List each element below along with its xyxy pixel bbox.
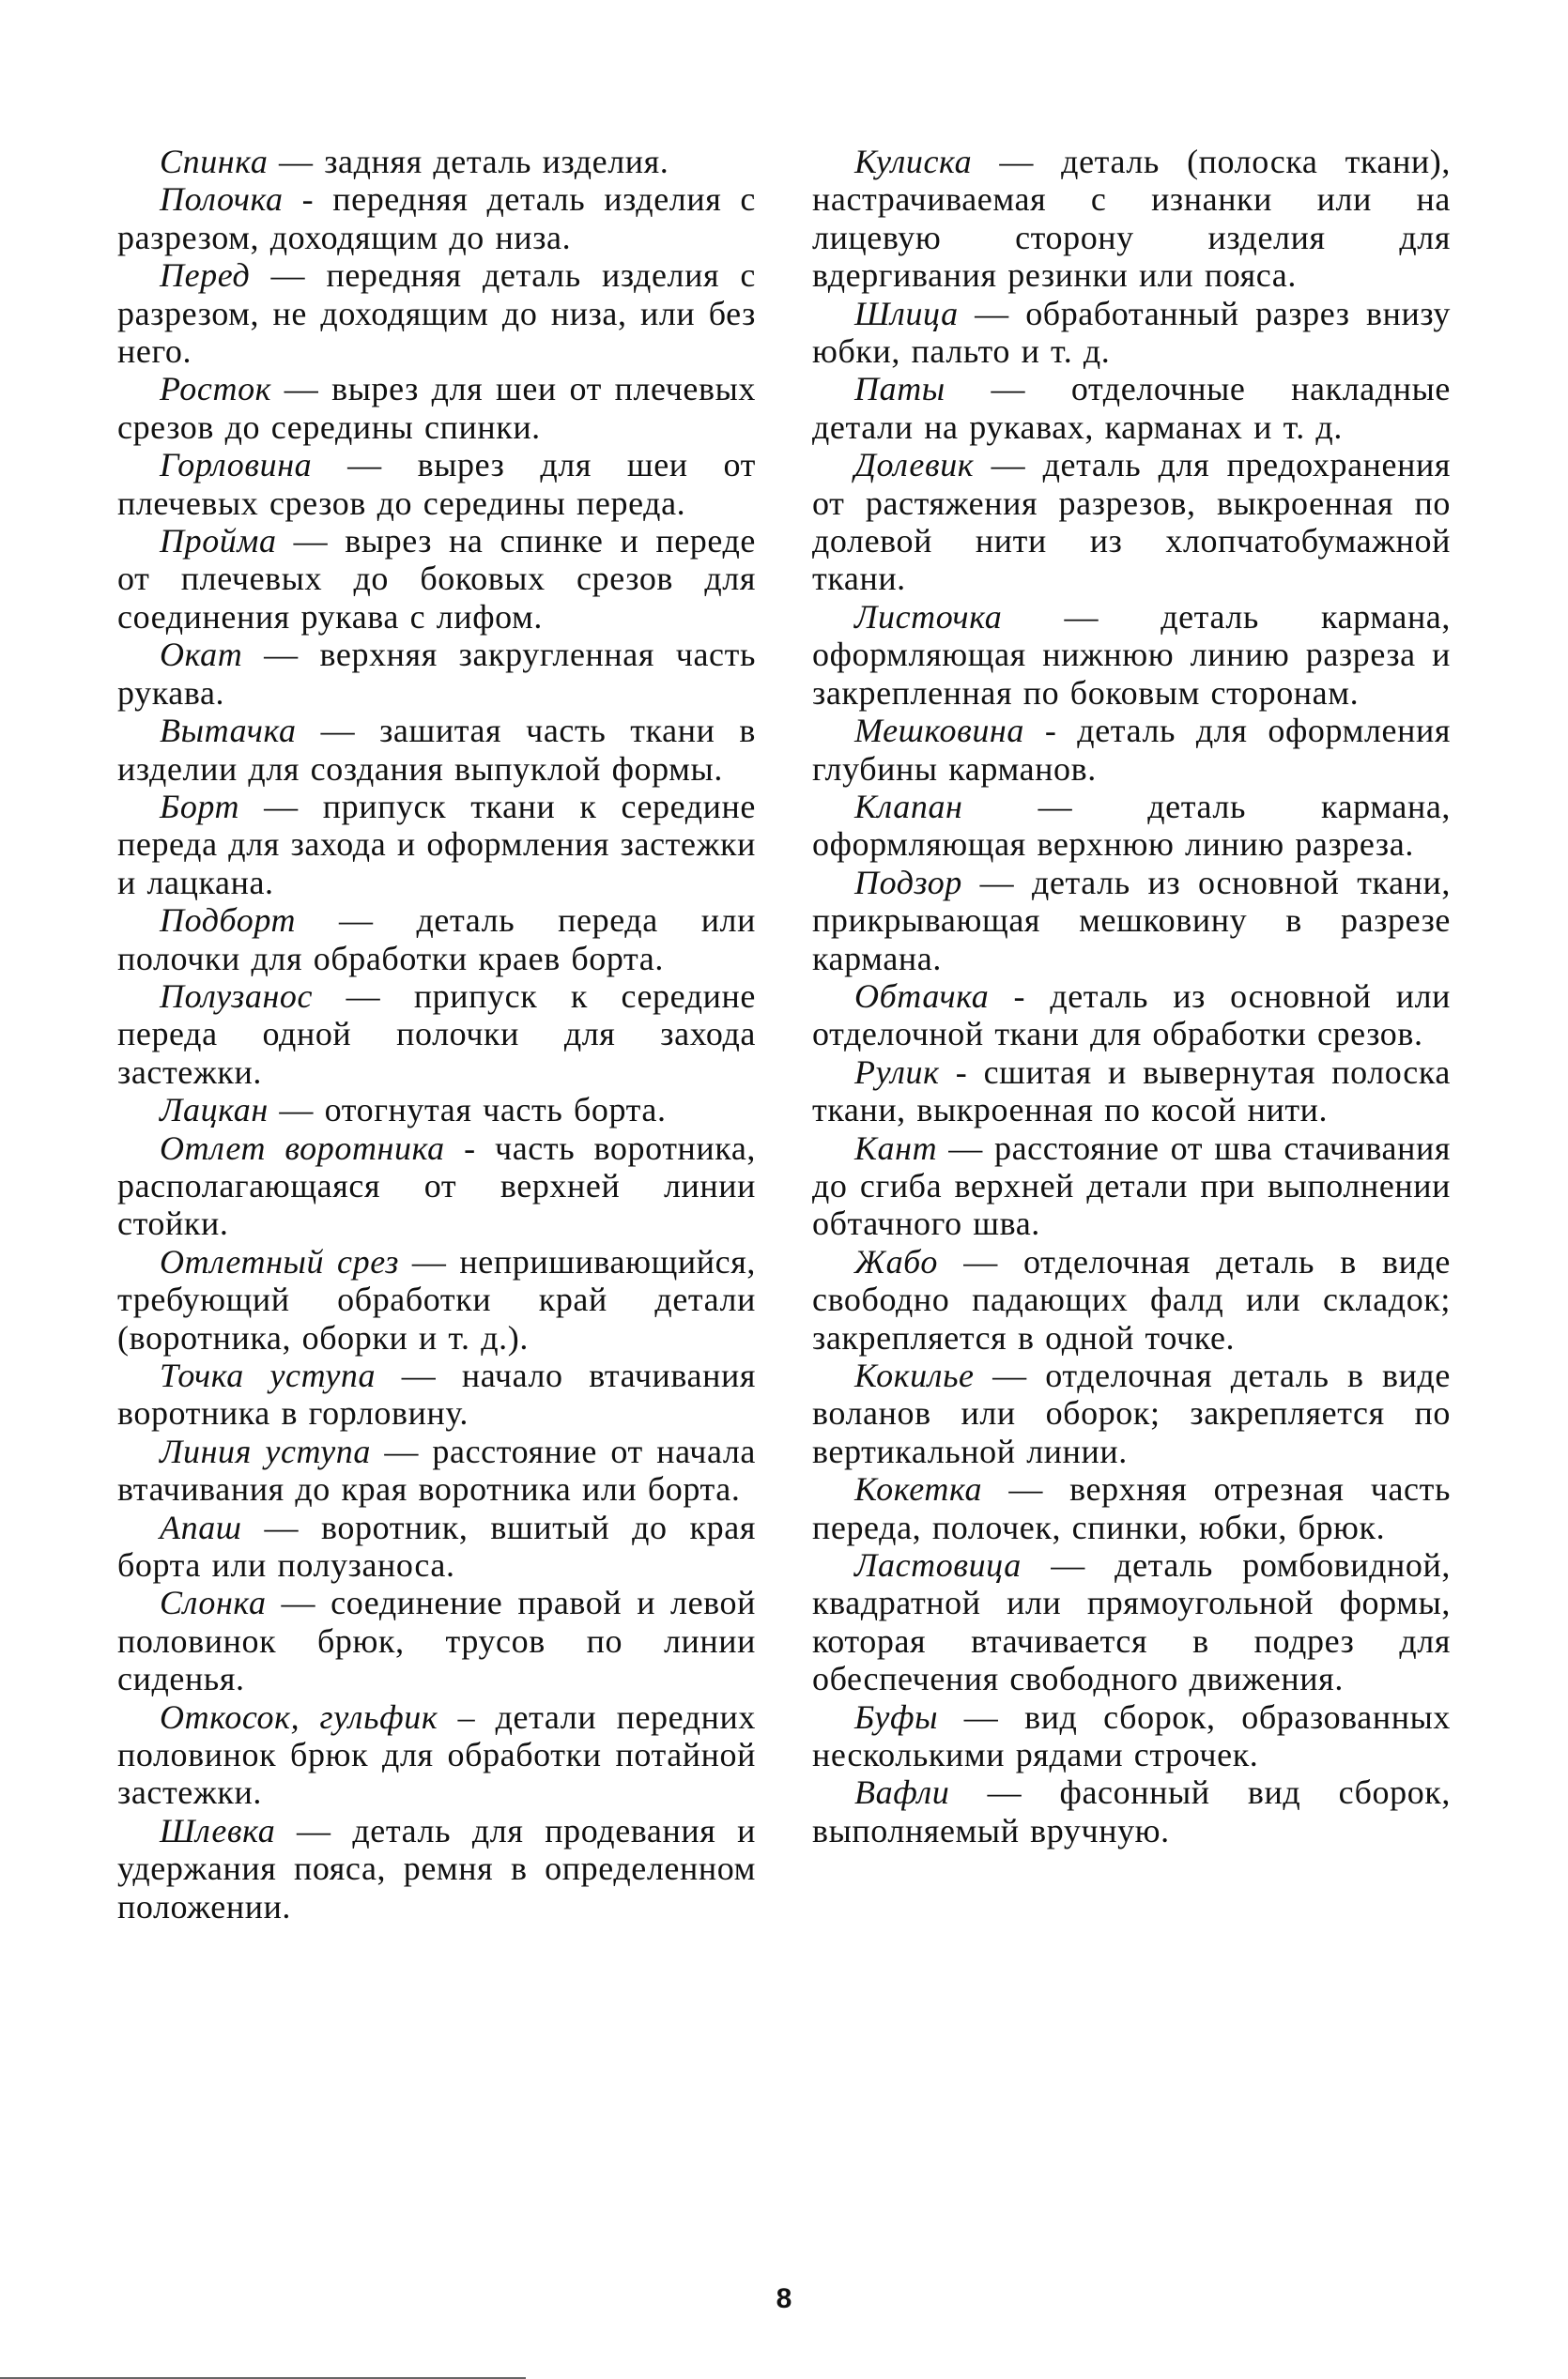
glossary-term: Долевик: [854, 446, 975, 484]
glossary-definition: припуск ткани к середине переда для захода и оформления застежки и лацкана.: [117, 787, 756, 901]
glossary-term: Кокетка: [854, 1470, 983, 1509]
glossary-entry: [812, 712, 1451, 788]
glossary-entry: [117, 1584, 756, 1697]
glossary-definition: передняя деталь изделия с разрезом, доходящим до низа.: [117, 180, 756, 256]
glossary-definition: вид сборок, образованных несколькими рядами строчек.: [812, 1697, 1451, 1774]
glossary-term: Жабо: [854, 1242, 939, 1281]
glossary-separator: —: [949, 1773, 1060, 1812]
glossary-entry: [812, 1129, 1451, 1243]
glossary-term: Полузанос: [160, 976, 314, 1015]
glossary-separator: —: [268, 1091, 325, 1129]
glossary-definition: деталь ромбовидной, квадратной или прямоугольной формы, которая втачивается в подрез для обеспечения свободного движения.: [812, 1546, 1451, 1698]
glossary-separator: —: [961, 863, 1033, 901]
glossary-definition: деталь для предохранения от растяжения разрезов, выкроенная по долевой нити из хлопчатобумажной ткани.: [812, 446, 1451, 598]
glossary-separator: -: [444, 1128, 495, 1167]
glossary-entry: [117, 712, 756, 788]
glossary-separator: —: [296, 712, 380, 750]
glossary-entry: [117, 788, 756, 901]
glossary-definition: расстояние от начала втачивания до края воротника или борта.: [117, 1432, 756, 1509]
glossary-term: Листочка: [854, 597, 1003, 636]
glossary-term: Слонка: [160, 1584, 267, 1622]
glossary-definition: отделочные накладные детали на рукавах, карманах и т. д.: [812, 370, 1451, 446]
glossary-separator: —: [271, 370, 332, 408]
glossary-definition: деталь кармана, оформляющая верхнюю линию разреза.: [812, 787, 1451, 864]
glossary-definition: вырез для шеи от плечевых срезов до середины спинки.: [117, 370, 756, 446]
glossary-entry: [117, 1698, 756, 1812]
glossary-entry: [812, 370, 1451, 446]
glossary-separator: —: [376, 1357, 462, 1394]
glossary-term: Шлица: [854, 294, 959, 332]
glossary-entry: [117, 446, 756, 522]
glossary-entry: [117, 901, 756, 977]
glossary-separator: —: [982, 1470, 1070, 1509]
glossary-term: Шлевка: [160, 1811, 276, 1849]
glossary-definition: деталь переда или полочки для обработки краев борта.: [117, 901, 756, 977]
glossary-separator: -: [939, 1052, 984, 1091]
glossary-entry: [812, 1698, 1451, 1774]
glossary-separator: —: [275, 1811, 353, 1849]
right-column: [812, 143, 1451, 1849]
glossary-entry: [117, 636, 756, 712]
glossary-entry: [117, 1433, 756, 1509]
glossary-entry: [117, 1091, 756, 1128]
glossary-definition: верхняя закругленная часть рукава.: [117, 636, 756, 712]
glossary-separator: —: [962, 787, 1148, 825]
glossary-definition: часть воротника, располагающаяся от верхней линии стойки.: [117, 1128, 756, 1243]
glossary-separator: —: [312, 446, 418, 484]
glossary-entry: [117, 256, 756, 370]
glossary-definition: начало втачивания воротника в горловину.: [117, 1357, 756, 1433]
glossary-definition: вырез для шеи от плечевых срезов до середины переда.: [117, 446, 756, 522]
glossary-definition: отделочная деталь в виде воланов или оборок; закрепляется по вертикальной линии.: [812, 1357, 1451, 1470]
glossary-term: Клапан: [854, 787, 963, 825]
glossary-separator: —: [268, 143, 325, 180]
glossary-entry: [812, 1470, 1451, 1546]
glossary-separator: —: [398, 1242, 460, 1281]
glossary-definition: деталь из основной или отделочной ткани для обработки срезов.: [812, 976, 1451, 1053]
glossary-term: Откосок, гульфик: [160, 1697, 438, 1736]
glossary-entry: [812, 1773, 1451, 1849]
glossary-term: Обтачка: [854, 976, 990, 1015]
glossary-term: Отлетный срез: [160, 1242, 399, 1281]
glossary-entry: [117, 1812, 756, 1926]
glossary-term: Кокилье: [854, 1357, 975, 1394]
glossary-definition: деталь для продевания и удержания пояса, ремня в определенном положении.: [117, 1811, 756, 1926]
glossary-term: Буфы: [854, 1697, 939, 1736]
glossary-entry: [812, 446, 1451, 598]
glossary-definition: деталь из основной ткани, прикрывающая мешковину в разрезе кармана.: [812, 863, 1451, 977]
glossary-separator: —: [241, 1508, 322, 1546]
glossary-term: Борт: [160, 787, 240, 825]
glossary-definition: вырез на спинке и переде от плечевых до боковых срезов для соединения рукава с лифом.: [117, 522, 756, 636]
glossary-entry: [812, 1357, 1451, 1470]
glossary-definition: передняя деталь изделия с разрезом, не доходящим до низа, или без него.: [117, 256, 756, 371]
glossary-entry: [117, 1243, 756, 1357]
glossary-entry: [117, 180, 756, 256]
glossary-definition: задняя деталь изделия.: [324, 143, 669, 180]
glossary-entry: [812, 143, 1451, 295]
glossary-entry: [812, 295, 1451, 371]
glossary-separator: -: [989, 976, 1051, 1015]
glossary-definition: сшитая и вывернутая полоска ткани, выкроенная по косой нити.: [812, 1052, 1452, 1129]
glossary-term: Перед: [160, 256, 251, 295]
glossary-entry: [812, 977, 1451, 1053]
glossary-separator: —: [1021, 1546, 1115, 1585]
glossary-separator: –: [438, 1697, 496, 1736]
glossary-term: Кулиска: [854, 143, 973, 180]
glossary-separator: —: [938, 1697, 1025, 1736]
glossary-separator: —: [972, 143, 1062, 180]
glossary-definition: воротник, вшитый до края борта или полузаноса.: [117, 1508, 756, 1585]
glossary-definition: деталь (полоска ткани), настрачиваемая с изнанки или на лицевую сторону изделия для вдергивания резинки или пояса.: [812, 143, 1451, 295]
glossary-entry: [812, 1053, 1451, 1129]
glossary-definition: зашитая часть ткани в изделии для создания выпуклой формы.: [117, 712, 756, 788]
glossary-definition: обработанный разрез внизу юбки, пальто и т. д.: [812, 294, 1451, 371]
glossary-separator: -: [1024, 712, 1078, 750]
glossary-term: Отлет воротника: [160, 1128, 445, 1167]
glossary-separator: —: [974, 1357, 1046, 1394]
glossary-definition: верхняя отрезная часть переда, полочек, спинки, юбки, брюк.: [812, 1470, 1451, 1546]
glossary-term: Полочка: [160, 180, 284, 219]
glossary-entry: [812, 1243, 1451, 1357]
glossary-entry: [117, 1357, 756, 1433]
glossary-definition: отделочная деталь в виде свободно падающих фалд или складок; закрепляется в одной точке.: [812, 1242, 1451, 1357]
glossary-separator: —: [242, 636, 320, 674]
glossary-separator: —: [974, 446, 1043, 484]
page-number: 8: [776, 2283, 792, 2314]
glossary-term: Окат: [160, 636, 243, 674]
glossary-separator: —: [937, 1128, 994, 1167]
glossary-separator: —: [1002, 597, 1161, 636]
glossary-entry: [812, 1546, 1451, 1698]
glossary-term: Спинка: [160, 143, 269, 180]
glossary-separator: —: [371, 1432, 433, 1470]
glossary-entry: [117, 522, 756, 636]
glossary-term: Вафли: [854, 1773, 950, 1812]
glossary-term: Пройма: [160, 522, 277, 560]
glossary-term: Лацкан: [160, 1091, 269, 1129]
glossary-separator: —: [276, 522, 346, 560]
glossary-entry: [812, 788, 1451, 864]
glossary-entry: [117, 1129, 756, 1243]
glossary-term: Рулик: [854, 1052, 940, 1091]
glossary-term: Точка уступа: [160, 1357, 377, 1394]
glossary-term: Подзор: [854, 863, 962, 901]
glossary-separator: —: [239, 787, 323, 825]
glossary-definition: детали передних половинок брюк для обработки потайной застежки.: [117, 1697, 756, 1812]
glossary-term: Апаш: [160, 1508, 242, 1546]
glossary-term: Подборт: [160, 901, 297, 940]
glossary-definition: расстояние от шва стачивания до сгиба верхней детали при выполнении обтачного шва.: [812, 1128, 1451, 1243]
glossary-separator: —: [266, 1584, 331, 1622]
glossary-definition: деталь для оформления глубины карманов.: [812, 712, 1451, 788]
glossary-entry: [117, 370, 756, 446]
glossary-separator: —: [296, 901, 417, 940]
glossary-entry: [117, 977, 756, 1091]
glossary-term: Паты: [854, 370, 945, 408]
glossary-separator: —: [958, 294, 1026, 332]
glossary-entry: [812, 864, 1451, 977]
glossary-definition: припуск к середине переда одной полочки для захода застежки.: [117, 976, 756, 1091]
glossary-entry: [812, 598, 1451, 712]
glossary-term: Горловина: [160, 446, 313, 484]
glossary-definition: фасонный вид сборок, выполняемый вручную.: [812, 1773, 1451, 1849]
glossary-separator: —: [313, 976, 414, 1015]
glossary-separator: —: [938, 1242, 1024, 1281]
glossary-entry: [117, 1509, 756, 1585]
glossary-term: Кант: [854, 1128, 938, 1167]
glossary-term: Линия уступа: [160, 1432, 372, 1470]
glossary-separator: -: [283, 180, 333, 219]
glossary-separator: —: [945, 370, 1071, 408]
left-column: [117, 143, 756, 1926]
glossary-definition: непришивающийся, требующий обработки край детали (воротника, оборки и т. д.).: [117, 1242, 756, 1357]
glossary-definition: деталь кармана, оформляющая нижнюю линию разреза и закрепленная по боковым сторонам.: [812, 597, 1451, 712]
glossary-term: Ластовица: [854, 1546, 1022, 1585]
glossary-term: Мешковина: [854, 712, 1024, 750]
glossary-definition: соединение правой и левой половинок брюк, трусов по линии сиденья.: [117, 1584, 756, 1698]
glossary-entry: [117, 143, 756, 180]
glossary-term: Вытачка: [160, 712, 297, 750]
glossary-definition: отогнутая часть борта.: [324, 1091, 667, 1129]
glossary-separator: —: [250, 256, 327, 295]
glossary-term: Росток: [160, 370, 272, 408]
